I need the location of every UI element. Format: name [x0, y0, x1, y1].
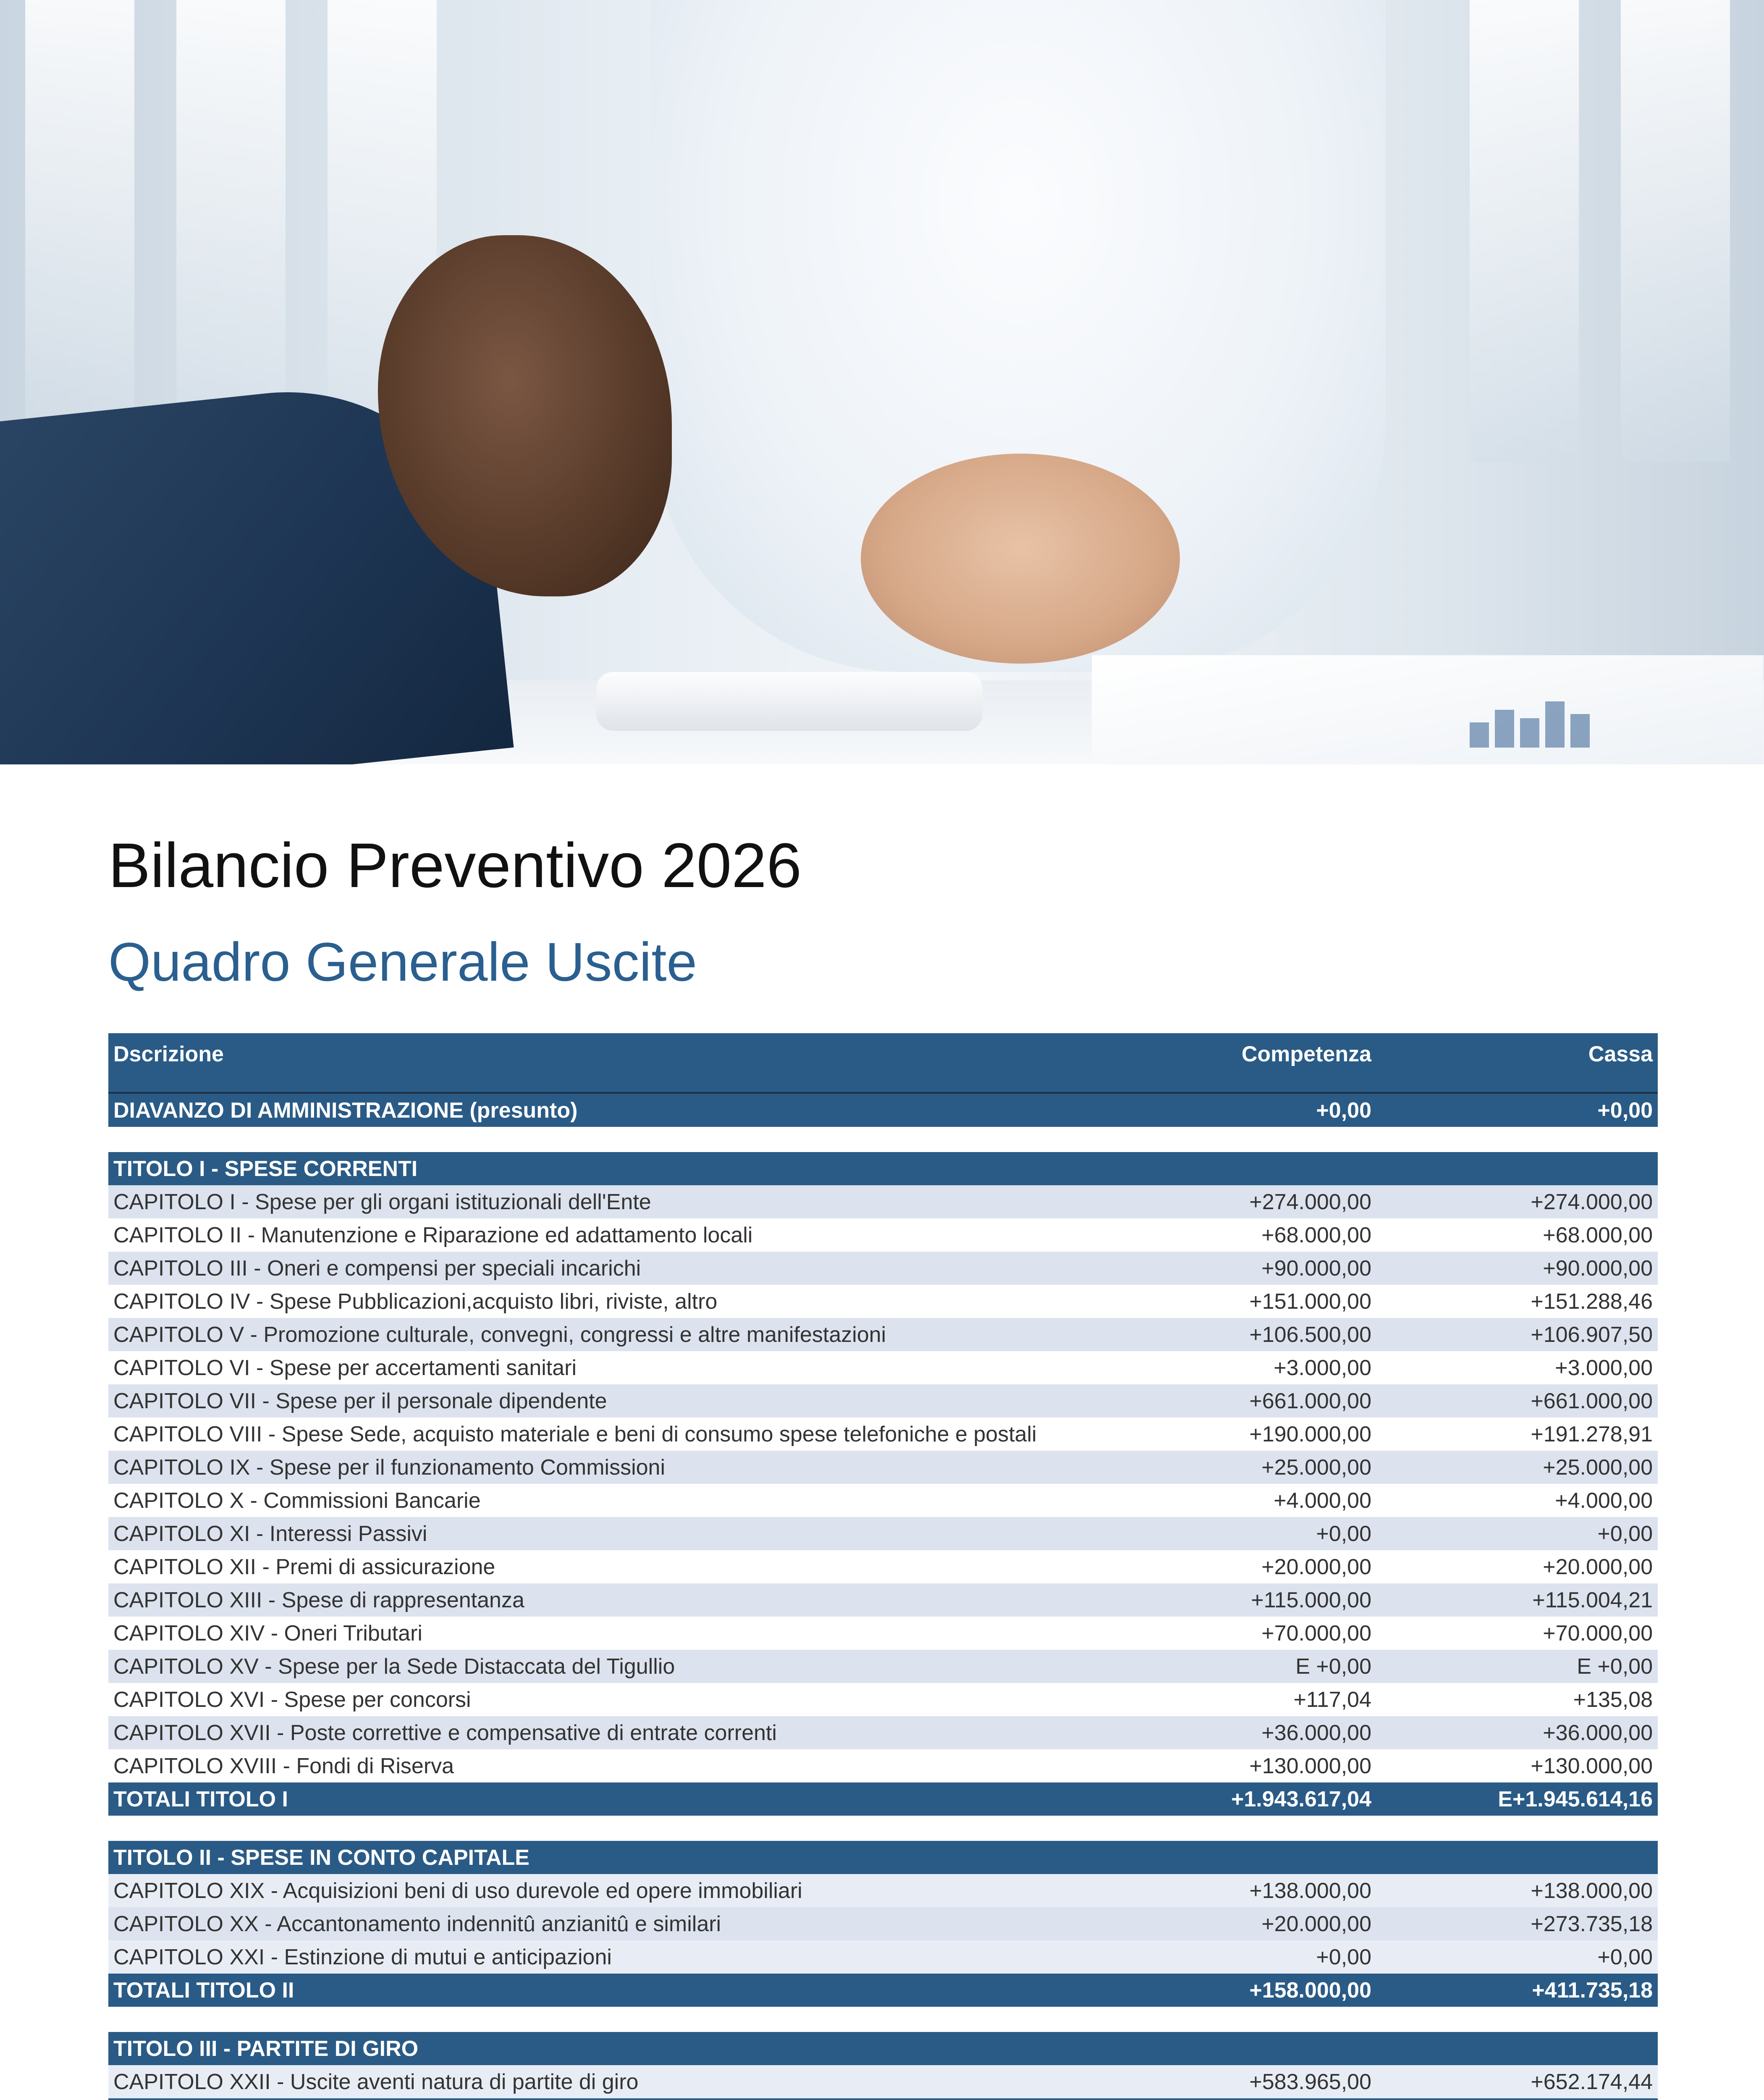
header-description: Dscrizione	[113, 1042, 224, 1066]
table-row	[108, 1451, 1658, 1484]
row-competenza: +0,00	[1316, 1098, 1371, 1123]
row-competenza: +661.000,00	[1249, 1389, 1371, 1413]
row-competenza: +190.000,00	[1249, 1422, 1371, 1446]
row-cassa: +191.278,91	[1531, 1422, 1653, 1446]
row-competenza: +20.000,00	[1261, 1554, 1371, 1579]
total-row-titolo-3	[108, 2098, 1658, 2100]
row-competenza: +130.000,00	[1249, 1754, 1371, 1778]
row-description: CAPITOLO I - Spese per gli organi istituzionali dell'Ente	[113, 1189, 651, 1214]
titolo-1-rows	[108, 1185, 1658, 1782]
row-description: CAPITOLO VII - Spese per il personale dipendente	[113, 1389, 607, 1413]
table-row	[108, 1650, 1658, 1683]
disavanzo-row	[108, 1094, 1658, 1127]
row-cassa: +0,00	[1597, 1521, 1653, 1546]
row-cassa: +90.000,00	[1543, 1256, 1653, 1281]
row-cassa: +274.000,00	[1531, 1189, 1653, 1214]
row-competenza: +68.000,00	[1261, 1223, 1371, 1247]
row-cassa: +20.000,00	[1543, 1554, 1653, 1579]
row-cassa: +661.000,00	[1531, 1389, 1653, 1413]
row-description: CAPITOLO IV - Spese Pubblicazioni,acquisto libri, riviste, altro	[113, 1289, 718, 1314]
row-competenza: +583.965,00	[1249, 2069, 1371, 2094]
table-row	[108, 1285, 1658, 1318]
row-description: CAPITOLO XVII - Poste correttive e compensative di entrate correnti	[113, 1720, 777, 1745]
row-competenza: +20.000,00	[1261, 1911, 1371, 1936]
total-label: TOTALI TITOLO I	[113, 1787, 288, 1811]
table-row	[108, 1716, 1658, 1749]
row-cassa: +106.907,50	[1531, 1322, 1653, 1347]
total-row-titolo-1	[108, 1782, 1658, 1816]
row-cassa: +130.000,00	[1531, 1754, 1653, 1778]
table-row	[108, 1874, 1658, 1907]
row-competenza: +138.000,00	[1249, 1878, 1371, 1903]
row-description: CAPITOLO II - Manutenzione e Riparazione ed adattamento locali	[113, 1223, 753, 1247]
section-heading-label: TITOLO II - SPESE IN CONTO CAPITALE	[113, 1845, 529, 1870]
row-description: CAPITOLO XIV - Oneri Tributari	[113, 1621, 422, 1646]
row-cassa: +0,00	[1597, 1945, 1653, 1969]
window-pane	[1621, 0, 1730, 462]
row-description: CAPITOLO XIX - Acquisizioni beni di uso durevole ed opere immobiliari	[113, 1878, 802, 1903]
table-row	[108, 1550, 1658, 1583]
table-row	[108, 1583, 1658, 1617]
table-row	[108, 1907, 1658, 1940]
table-row	[108, 1749, 1658, 1782]
total-row-titolo-2	[108, 1974, 1658, 2007]
row-cassa: +138.000,00	[1531, 1878, 1653, 1903]
total-cassa: +411.735,18	[1532, 1978, 1653, 2003]
row-competenza: +90.000,00	[1261, 1256, 1371, 1281]
table-row	[108, 1940, 1658, 1974]
row-competenza: +274.000,00	[1249, 1189, 1371, 1214]
row-cassa: +273.735,18	[1531, 1911, 1653, 1936]
row-cassa: +4.000,00	[1555, 1488, 1653, 1513]
table-row	[108, 1351, 1658, 1384]
row-description: CAPITOLO XI - Interessi Passivi	[113, 1521, 427, 1546]
row-cassa: +70.000,00	[1543, 1621, 1653, 1646]
row-cassa: +652.174,44	[1531, 2069, 1653, 2094]
row-description: CAPITOLO XXII - Uscite aventi natura di partite di giro	[113, 2069, 639, 2094]
page-title: Bilancio Preventivo 2026	[108, 830, 802, 900]
row-description: CAPITOLO XV - Spese per la Sede Distaccata del Tigullio	[113, 1654, 675, 1679]
row-cassa: +3.000,00	[1555, 1355, 1653, 1380]
table-header	[108, 1033, 1658, 1092]
section-heading-label: TITOLO I - SPESE CORRENTI	[113, 1156, 418, 1181]
section-heading-titolo-1	[108, 1152, 1658, 1185]
row-competenza: +0,00	[1316, 1945, 1371, 1969]
row-description: CAPITOLO VI - Spese per accertamenti sanitari	[113, 1355, 577, 1380]
table-row	[108, 1683, 1658, 1716]
row-description: CAPITOLO XX - Accantonamento indennitû anzianitû e similari	[113, 1911, 721, 1936]
table-row	[108, 1418, 1658, 1451]
row-description: CAPITOLO III - Oneri e compensi per speciali incarichi	[113, 1256, 641, 1281]
row-description: DIAVANZO DI AMMINISTRAZIONE (presunto)	[113, 1098, 578, 1123]
table-row	[108, 1617, 1658, 1650]
row-description: CAPITOLO X - Commissioni Bancarie	[113, 1488, 481, 1513]
budget-table	[108, 1033, 1658, 2100]
row-cassa: +36.000,00	[1543, 1720, 1653, 1745]
row-description: CAPITOLO IX - Spese per il funzionamento Commissioni	[113, 1455, 666, 1480]
table-row	[108, 1252, 1658, 1285]
row-competenza: +0,00	[1316, 1521, 1371, 1546]
table-row	[108, 1218, 1658, 1252]
header-cassa: Cassa	[1588, 1042, 1653, 1066]
total-competenza: +158.000,00	[1249, 1978, 1371, 2003]
row-cassa: E +0,00	[1577, 1654, 1653, 1679]
table-row	[108, 1384, 1658, 1418]
row-competenza: +4.000,00	[1274, 1488, 1371, 1513]
row-competenza: +3.000,00	[1274, 1355, 1371, 1380]
row-description: CAPITOLO VIII - Spese Sede, acquisto materiale e beni di consumo spese telefoniche e postali	[113, 1422, 1037, 1446]
documents-on-desk	[1092, 655, 1764, 764]
row-competenza: +117,04	[1293, 1687, 1371, 1712]
row-cassa: +68.000,00	[1543, 1223, 1653, 1247]
table-row	[108, 1484, 1658, 1517]
table-row	[108, 2065, 1658, 2098]
row-description: CAPITOLO V - Promozione culturale, convegni, congressi e altre manifestazioni	[113, 1322, 886, 1347]
clasped-hands	[861, 454, 1180, 664]
row-competenza: +106.500,00	[1249, 1322, 1371, 1347]
page-subtitle: Quadro Generale Uscite	[108, 931, 697, 992]
row-cassa: +135,08	[1573, 1687, 1653, 1712]
row-competenza: +151.000,00	[1249, 1289, 1371, 1314]
total-cassa: E+1.945.614,16	[1498, 1787, 1653, 1811]
row-competenza: +70.000,00	[1261, 1621, 1371, 1646]
window-pane	[25, 0, 134, 462]
row-competenza: +36.000,00	[1261, 1720, 1371, 1745]
table-row	[108, 1517, 1658, 1550]
row-competenza: E +0,00	[1295, 1654, 1371, 1679]
window-pane	[1470, 0, 1579, 462]
table-row	[108, 1318, 1658, 1351]
row-description: CAPITOLO XVIII - Fondi di Riserva	[113, 1754, 454, 1778]
row-cassa: +25.000,00	[1543, 1455, 1653, 1480]
section-heading-label: TITOLO III - PARTITE DI GIRO	[113, 2036, 419, 2061]
hero-photo	[0, 0, 1764, 764]
table-row	[108, 1185, 1658, 1218]
row-description: CAPITOLO XXI - Estinzione di mutui e anticipazioni	[113, 1945, 612, 1969]
section-heading-titolo-3	[108, 2032, 1658, 2065]
total-label: TOTALI TITOLO II	[113, 1978, 294, 2003]
header-competenza: Competenza	[1241, 1042, 1371, 1066]
row-cassa: +151.288,46	[1531, 1289, 1653, 1314]
section-heading-titolo-2	[108, 1841, 1658, 1874]
row-competenza: +115.000,00	[1251, 1588, 1371, 1612]
row-cassa: +0,00	[1597, 1098, 1653, 1123]
total-competenza: +1.943.617,04	[1231, 1787, 1371, 1811]
row-description: CAPITOLO XII - Premi di assicurazione	[113, 1554, 495, 1579]
row-competenza: +25.000,00	[1261, 1455, 1371, 1480]
row-description: CAPITOLO XVI - Spese per concorsi	[113, 1687, 471, 1712]
row-cassa: +115.004,21	[1532, 1588, 1653, 1612]
calculator	[596, 672, 983, 731]
row-description: CAPITOLO XIII - Spese di rappresentanza	[113, 1588, 524, 1612]
